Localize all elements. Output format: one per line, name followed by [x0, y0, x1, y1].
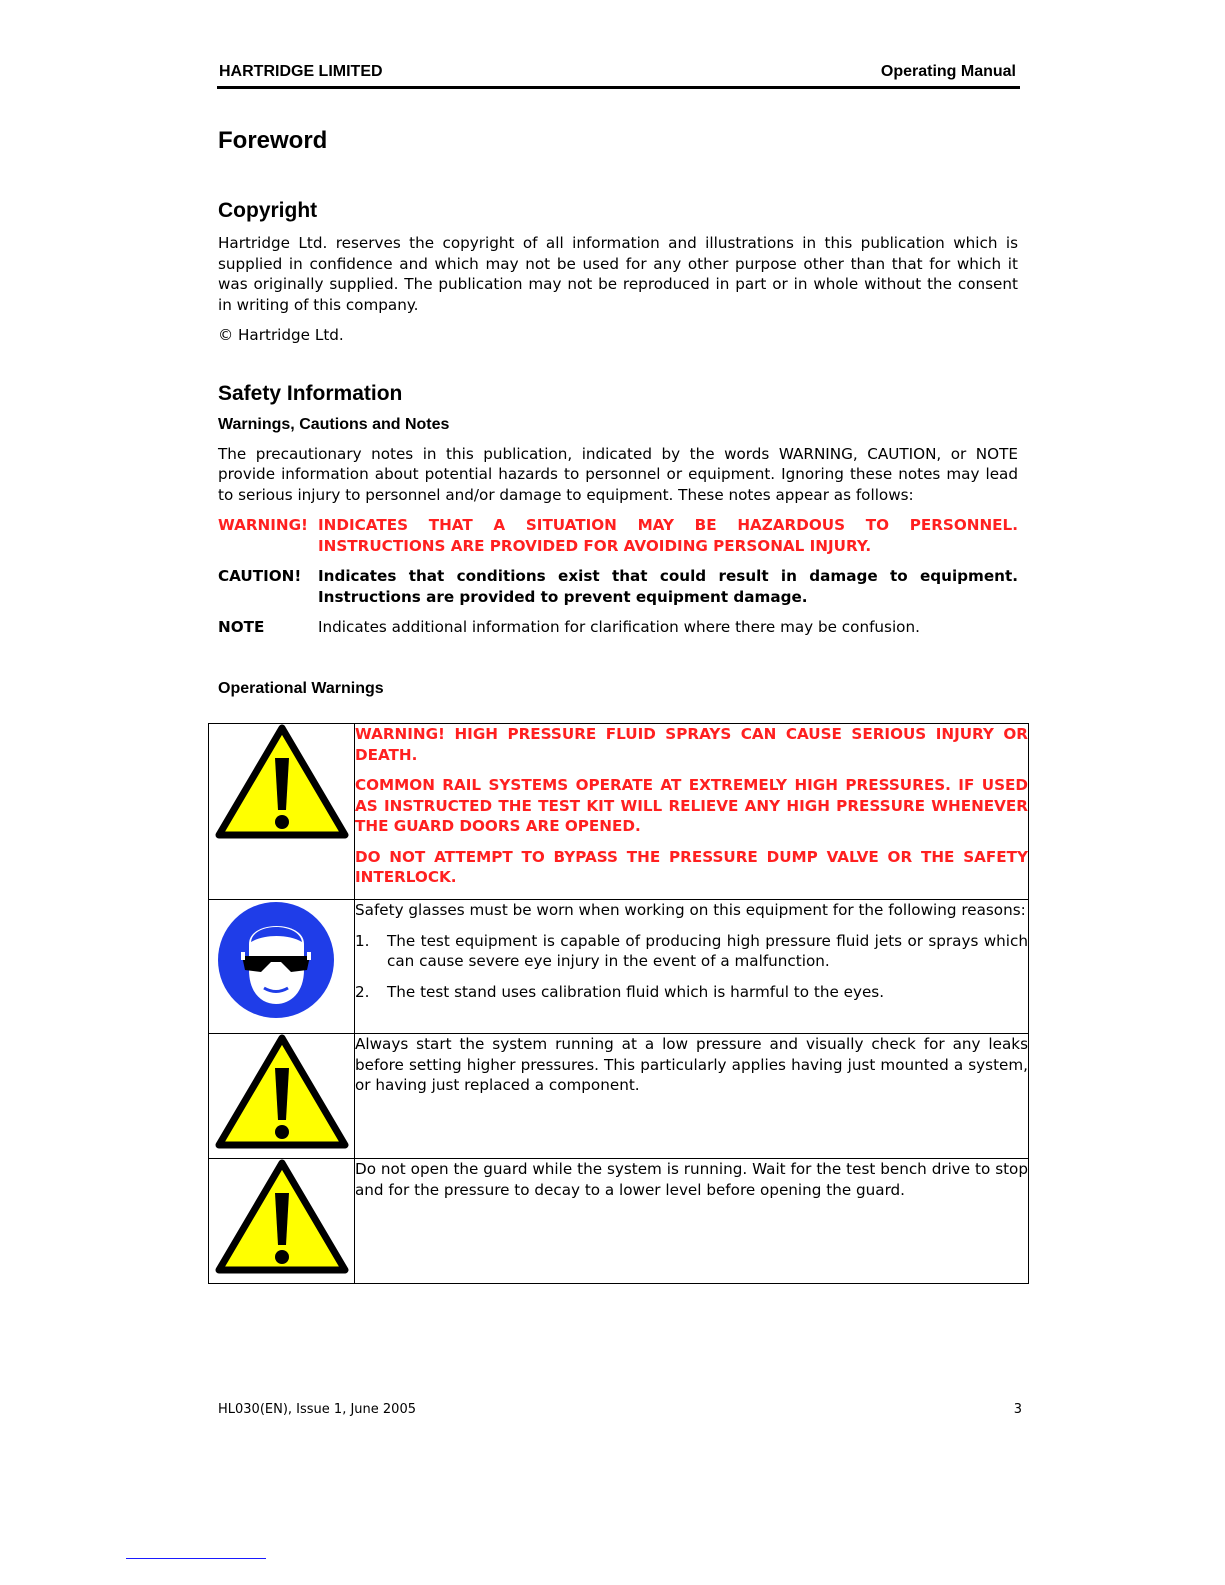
page-footer [218, 1402, 1022, 1417]
caution-text: Indicates that conditions exist that could result in damage to equipment. Instructions are provided to prevent equipment damage. [318, 567, 1018, 606]
copyright-title: Copyright [218, 199, 318, 222]
note-text: Indicates additional information for clarification where there may be confusion. [318, 618, 920, 636]
op-guard-text: Do not open the guard while the system is running. Wait for the test bench drive to stop and for the pressure to decay to a lower level before opening the guard. [355, 1160, 1028, 1199]
safety-intro: The precautionary notes in this publication, indicated by the words WARNING, CAUTION, or NOTE provide information about potential hazards to personnel or equipment. Ignoring these notes may lead to serious injury to personnel and/or damage to equipment. These notes appear as follows: [218, 444, 1018, 504]
op-warning-paragraph: COMMON RAIL SYSTEMS OPERATE AT EXTREMELY HIGH PRESSURES. IF USED AS INSTRUCTED THE TEST KIT WILL RELIEVE ANY HIGH PRESSURE WHENEVER THE GUARD DOORS ARE OPENED. [355, 776, 1028, 835]
note-notice [218, 617, 1018, 638]
op-glasses-intro: Safety glasses must be worn when working on this equipment for the following reasons: [355, 901, 1026, 919]
table-row [209, 724, 1029, 900]
safety-title: Safety Information [218, 381, 403, 405]
operational-title: Operational Warnings [218, 679, 384, 697]
op-leak-check-text: Always start the system running at a low pressure and visually check for any leaks before setting higher pressures. This particularly applies having just mounted a system, or having just replaced a component. [355, 1035, 1028, 1094]
header-doc-type: Operating Manual [880, 63, 1016, 80]
bottom-rule [126, 1558, 266, 1559]
list-item-text: The test equipment is capable of producing high pressure fluid jets or sprays which can cause severe eye injury in the event of a malfunction. [387, 931, 1028, 970]
header-company: HARTRIDGE LIMITED [219, 63, 383, 80]
list-item [355, 982, 1028, 1003]
footer-doc-ref: HL030(EN), Issue 1, June 2005 [218, 1402, 416, 1417]
page-content [218, 127, 1018, 708]
operational-warnings-table [208, 723, 1029, 1284]
warning-text: INDICATES THAT A SITUATION MAY BE HAZARDOUS TO PERSONNEL. INSTRUCTIONS ARE PROVIDED FOR AVOIDING PERSONAL INJURY. [318, 516, 1018, 555]
warning-triangle-icon [209, 1034, 354, 1154]
caution-notice [218, 566, 1018, 607]
footer-page-number: 3 [1013, 1402, 1022, 1417]
table-row [209, 900, 1029, 1034]
table-row [209, 1159, 1029, 1284]
caution-label: CAUTION! [218, 567, 302, 585]
op-glasses-list [355, 931, 1028, 1003]
copyright-body: Hartridge Ltd. reserves the copyright of all information and illustrations in this publication which is supplied in confidence and which may not be used for any other purpose other than that for which it was originally supplied. The publication may not be reproduced in part or in whole without the consent in writing of this company. [218, 234, 1018, 314]
safety-glasses-icon [209, 900, 354, 1024]
list-item-text: The test stand uses calibration fluid which is harmful to the eyes. [387, 982, 885, 1001]
warning-notice [218, 515, 1018, 556]
copyright-notice: © Hartridge Ltd. [218, 326, 344, 344]
list-item-number: 1. [355, 931, 370, 950]
page-header [217, 62, 1020, 89]
safety-subtitle: Warnings, Cautions and Notes [218, 415, 450, 433]
warning-triangle-icon [209, 1159, 354, 1279]
table-row [209, 1034, 1029, 1159]
foreword-title: Foreword [218, 127, 328, 154]
list-item [355, 931, 1028, 972]
warning-triangle-icon [209, 724, 354, 844]
op-warning-paragraph: WARNING! HIGH PRESSURE FLUID SPRAYS CAN CAUSE SERIOUS INJURY OR DEATH. [355, 725, 1028, 764]
note-label: NOTE [218, 618, 265, 636]
list-item-number: 2. [355, 982, 370, 1001]
warning-label: WARNING! [218, 516, 308, 534]
op-warning-paragraph: DO NOT ATTEMPT TO BYPASS THE PRESSURE DUMP VALVE OR THE SAFETY INTERLOCK. [355, 847, 1028, 886]
